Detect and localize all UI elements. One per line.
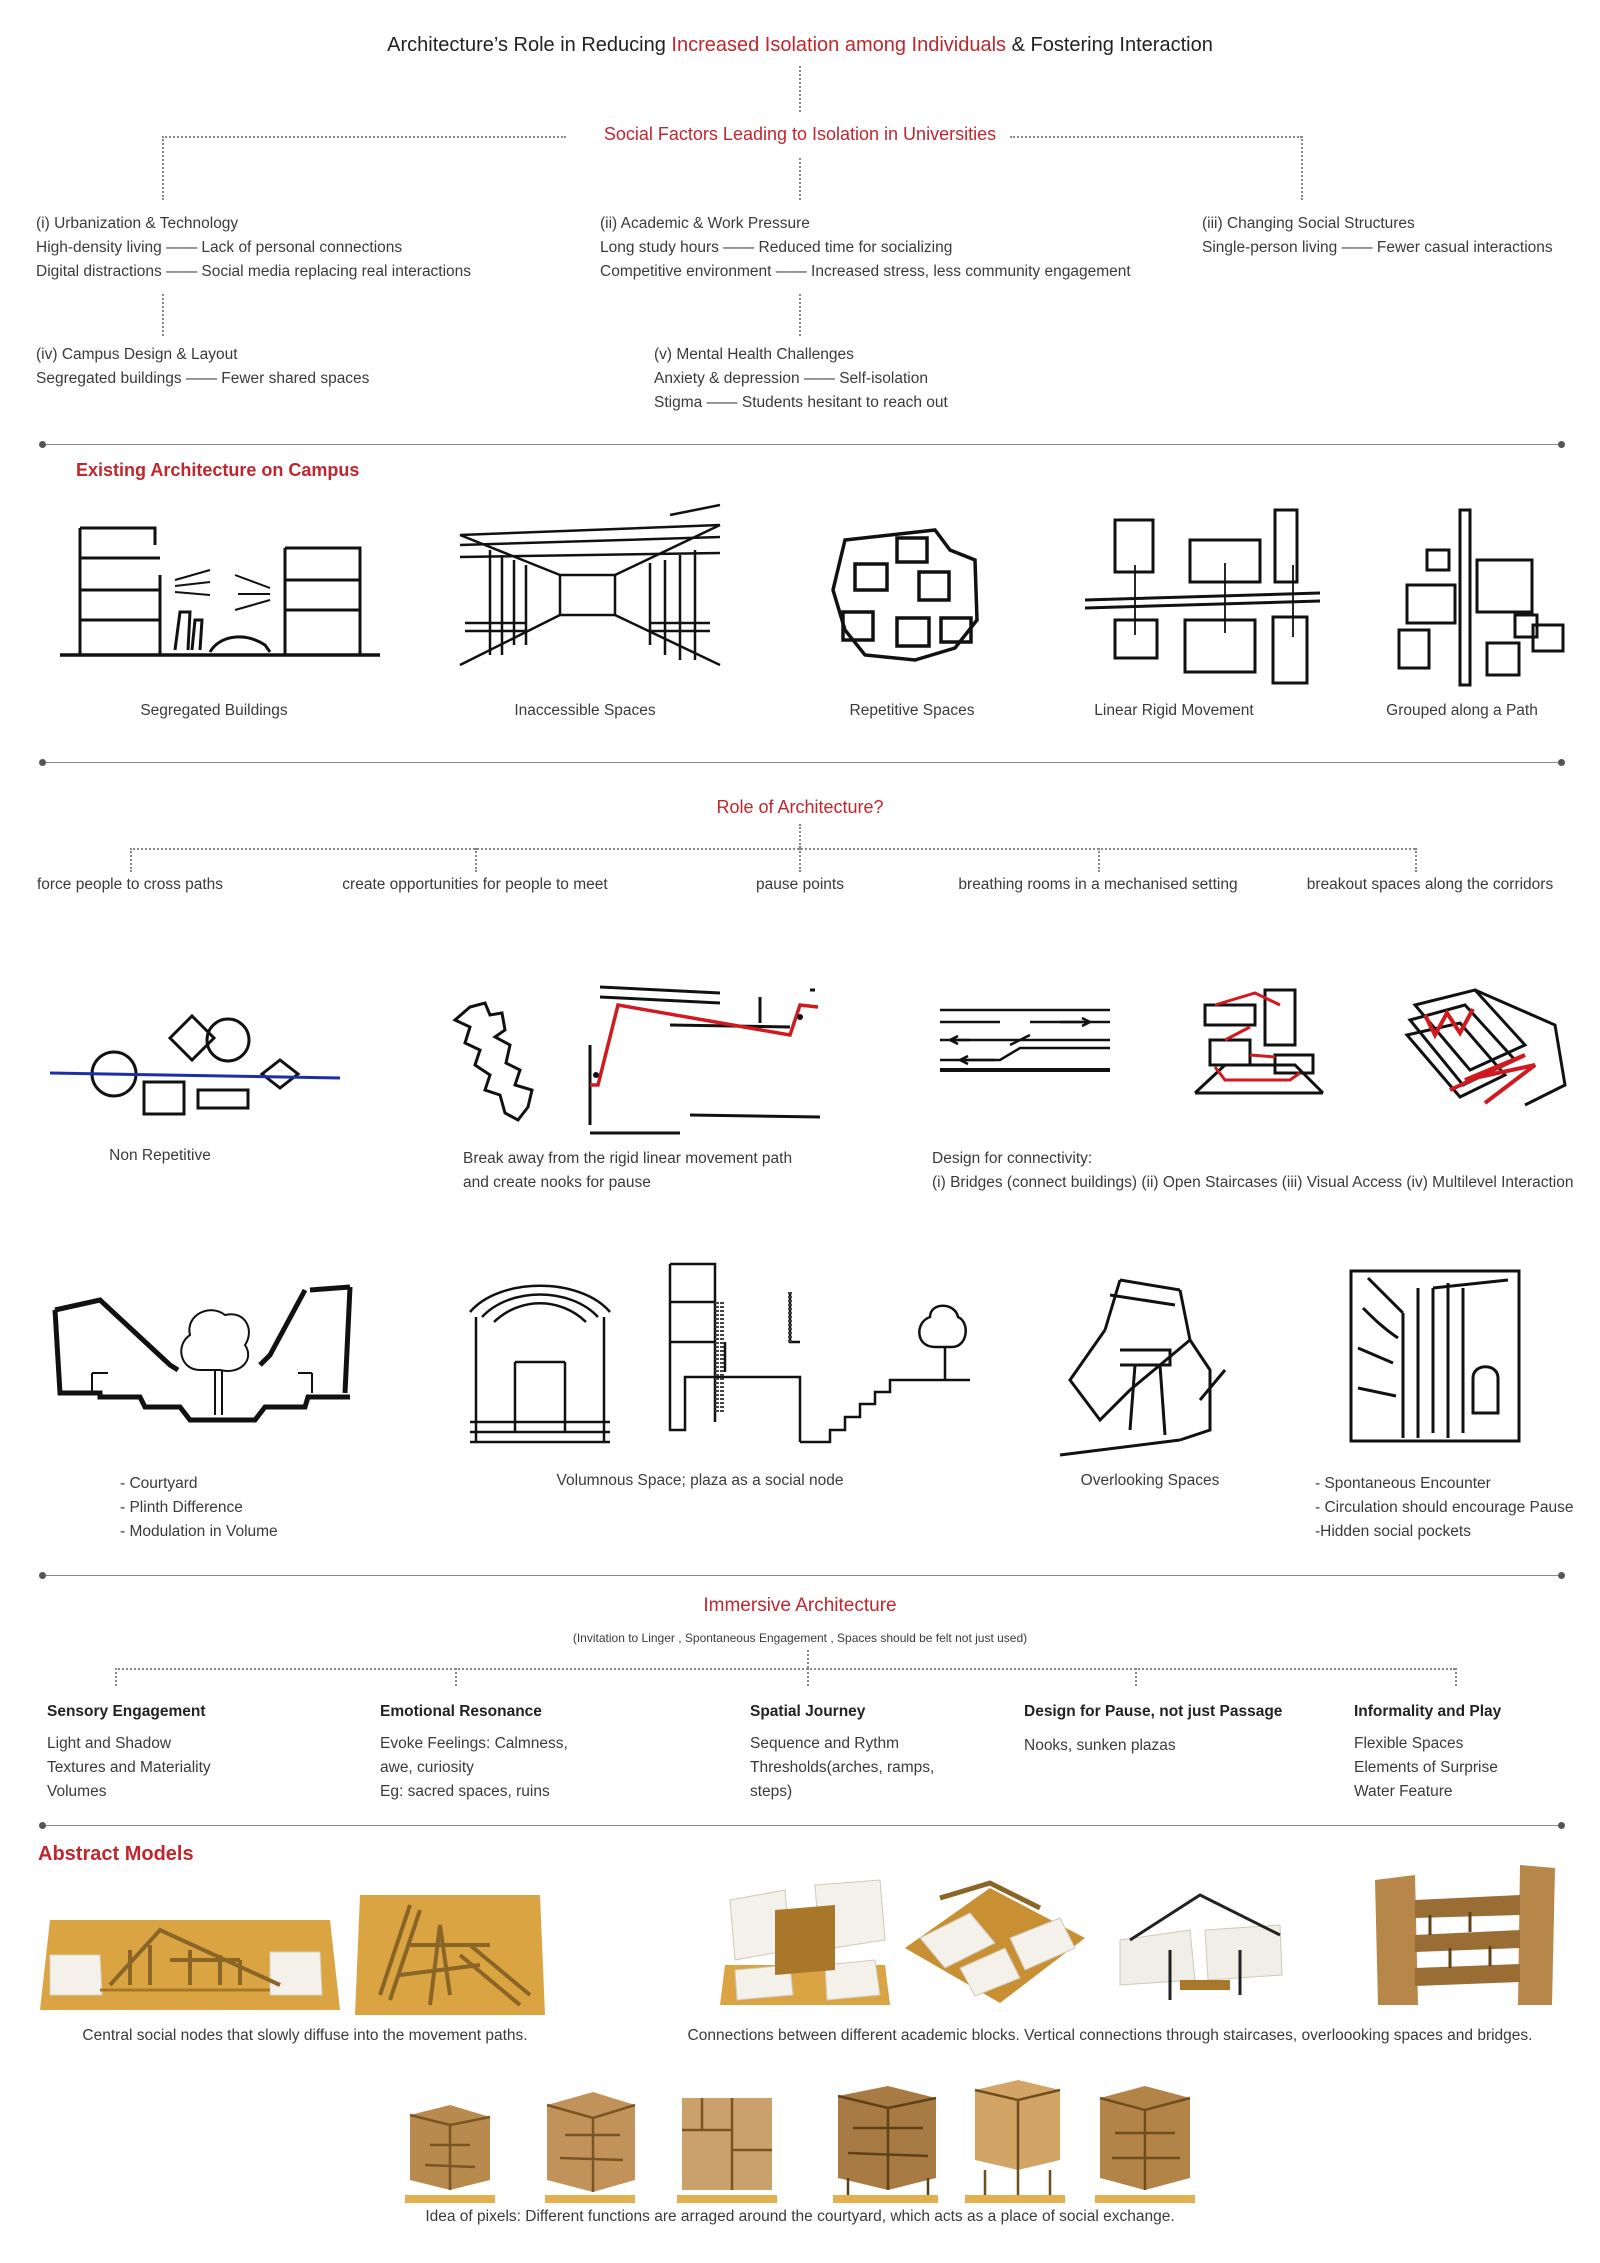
connector-line [130, 848, 1415, 850]
factor-title: (v) Mental Health Challenges [654, 346, 854, 363]
model-cube-2 [535, 2080, 645, 2205]
spontaneous-encounter-sketch [1348, 1268, 1523, 1448]
role-item-2: create opportunities for people to meet [342, 876, 608, 893]
non-repetitive-sketch [50, 1010, 350, 1120]
model-cube-4 [828, 2078, 943, 2205]
connector-line [799, 824, 801, 848]
existing-caption-2: Inaccessible Spaces [514, 702, 656, 719]
models-heading: Abstract Models [38, 1843, 194, 1865]
segregated-buildings-sketch [60, 520, 380, 660]
model-cube-5 [960, 2075, 1070, 2205]
model-cube-3 [672, 2090, 782, 2205]
caption-line: - Courtyard [120, 1475, 198, 1492]
role-item-3: pause points [756, 876, 844, 893]
connector-line [799, 848, 801, 872]
model-photo-3 [715, 1870, 895, 2010]
connector-line [807, 1668, 809, 1686]
model-cube-6 [1090, 2078, 1200, 2205]
page-title [0, 33, 1600, 57]
immersive-col-line: Water Feature [1354, 1783, 1453, 1800]
models-caption-2: Connections between different academic blocks. Vertical connections through staircases, overloooking spaces and bridges. [687, 2027, 1533, 2044]
role-caption-break-b: and create nooks for pause [463, 1174, 651, 1191]
factor-line: Anxiety & depression —— Self-isolation [654, 370, 928, 387]
connector-line [162, 294, 164, 336]
role-item-1: force people to cross paths [36, 876, 224, 893]
title-part2: & Fostering Interaction [1006, 34, 1213, 56]
caption-line: - Plinth Difference [120, 1499, 243, 1516]
connector-line [475, 848, 477, 872]
caption-line: - Circulation should encourage Pause [1315, 1499, 1574, 1516]
model-photo-4 [900, 1868, 1090, 2008]
immersive-col-title: Informality and Play [1354, 1703, 1502, 1720]
break-linear-path-sketch [440, 985, 840, 1135]
models-caption-1: Central social nodes that slowly diffuse into the movement paths. [82, 2027, 528, 2044]
connector-line [130, 848, 132, 872]
immersive-col-title: Sensory Engagement [47, 1703, 206, 1720]
model-photo-2 [350, 1885, 550, 2020]
immersive-col-line: Sequence and Rythm [750, 1735, 900, 1752]
connector-line [807, 1650, 809, 1668]
multilevel-interaction-sketch [1405, 985, 1570, 1115]
factor-line: Single-person living —— Fewer casual interactions [1202, 239, 1553, 256]
immersive-col-line: Elements of Surprise [1354, 1759, 1498, 1776]
immersive-heading: Immersive Architecture [703, 1595, 897, 1616]
section-divider [42, 1825, 1562, 1826]
role-caption-break-a: Break away from the rigid linear movement path [463, 1150, 793, 1167]
connector-line [115, 1668, 117, 1686]
caption-line: -Hidden social pockets [1315, 1523, 1471, 1540]
inaccessible-spaces-sketch [450, 505, 730, 665]
existing-heading: Existing Architecture on Campus [76, 460, 360, 480]
immersive-subtitle: (Invitation to Linger , Spontaneous Engagement , Spaces should be felt not just used) [572, 1631, 1028, 1645]
connector-line [1010, 136, 1302, 138]
immersive-col-line: Evoke Feelings: Calmness, [380, 1735, 568, 1752]
immersive-col-line: Flexible Spaces [1354, 1735, 1464, 1752]
role-caption-non-repetitive: Non Repetitive [109, 1147, 211, 1164]
role-item-4: breathing rooms in a mechanised setting [958, 876, 1238, 893]
immersive-col-line: Textures and Materiality [47, 1759, 211, 1776]
immersive-col-title: Spatial Journey [750, 1703, 866, 1720]
factor-line: Competitive environment —— Increased stress, less community engagement [600, 263, 1131, 280]
social-heading: Social Factors Leading to Isolation in Universities [603, 124, 997, 144]
factor-title: (iii) Changing Social Structures [1202, 215, 1415, 232]
overlooking-spaces-sketch [1060, 1270, 1230, 1460]
section-divider [42, 1575, 1562, 1576]
connector-line [115, 1668, 1455, 1670]
caption-line: - Modulation in Volume [120, 1523, 278, 1540]
title-part1: Architecture’s Role in Reducing [387, 34, 672, 56]
model-photo-1 [40, 1890, 340, 2020]
immersive-col-line: steps) [750, 1783, 793, 1800]
model-photo-6 [1370, 1860, 1560, 2010]
section-divider [42, 444, 1562, 445]
open-staircases-sketch [1195, 985, 1325, 1095]
model-photo-5 [1110, 1870, 1290, 2010]
connector-line [1301, 136, 1303, 200]
role-item-5: breakout spaces along the corridors [1306, 876, 1554, 893]
immersive-col-line: Nooks, sunken plazas [1024, 1737, 1176, 1754]
voluminous-plaza-sketch [470, 1262, 970, 1452]
existing-caption-1: Segregated Buildings [140, 702, 288, 719]
connector-line [799, 66, 801, 112]
connectivity-corridor-sketch [940, 1000, 1110, 1080]
linear-rigid-movement-sketch [1085, 505, 1325, 685]
factor-title: (ii) Academic & Work Pressure [600, 215, 810, 232]
factor-title: (iv) Campus Design & Layout [36, 346, 238, 363]
repetitive-spaces-sketch [825, 520, 985, 670]
immersive-col-title: Emotional Resonance [380, 1703, 542, 1720]
model-cube-1 [395, 2085, 505, 2205]
immersive-col-line: Volumes [47, 1783, 107, 1800]
factor-line: Long study hours —— Reduced time for socializing [600, 239, 953, 256]
factor-line: Segregated buildings —— Fewer shared spaces [36, 370, 370, 387]
courtyard-section-sketch [50, 1275, 370, 1435]
connector-line [1135, 1668, 1137, 1686]
connector-line [162, 136, 566, 138]
connector-line [1098, 848, 1100, 872]
connector-line [162, 136, 164, 200]
existing-caption-4: Linear Rigid Movement [1094, 702, 1254, 719]
factor-line: High-density living —— Lack of personal connections [36, 239, 403, 256]
factor-line: Digital distractions —— Social media replacing real interactions [36, 263, 472, 280]
factor-line: Stigma —— Students hesitant to reach out [654, 394, 948, 411]
role-heading: Role of Architecture? [716, 797, 884, 817]
immersive-col-line: Eg: sacred spaces, ruins [380, 1783, 550, 1800]
connector-line [1415, 848, 1417, 872]
grouped-along-path-sketch [1395, 505, 1565, 685]
immersive-col-title: Design for Pause, not just Passage [1024, 1703, 1283, 1720]
immersive-col-line: awe, curiosity [380, 1759, 474, 1776]
connector-line [1455, 1668, 1457, 1686]
title-highlight: Increased Isolation among Individuals [671, 34, 1007, 56]
connector-line [799, 294, 801, 336]
section-divider [42, 762, 1562, 763]
role-caption-voluminous: Volumnous Space; plaza as a social node [556, 1472, 844, 1489]
factor-title: (i) Urbanization & Technology [36, 215, 239, 232]
connector-line [455, 1668, 457, 1686]
role-caption-overlooking: Overlooking Spaces [1080, 1472, 1220, 1489]
existing-caption-5: Grouped along a Path [1386, 702, 1538, 719]
caption-line: - Spontaneous Encounter [1315, 1475, 1491, 1492]
connector-line [799, 158, 801, 200]
models-caption-3: Idea of pixels: Different functions are arraged around the courtyard, which acts as a place of social exchange. [425, 2208, 1175, 2225]
existing-caption-3: Repetitive Spaces [849, 702, 975, 719]
immersive-col-line: Light and Shadow [47, 1735, 172, 1752]
role-caption-connectivity-b: (i) Bridges (connect buildings) (ii) Open Staircases (iii) Visual Access (iv) Multilevel Interaction [932, 1174, 1574, 1191]
role-caption-connectivity-a: Design for connectivity: [932, 1150, 1093, 1167]
immersive-col-line: Thresholds(arches, ramps, [750, 1759, 935, 1776]
